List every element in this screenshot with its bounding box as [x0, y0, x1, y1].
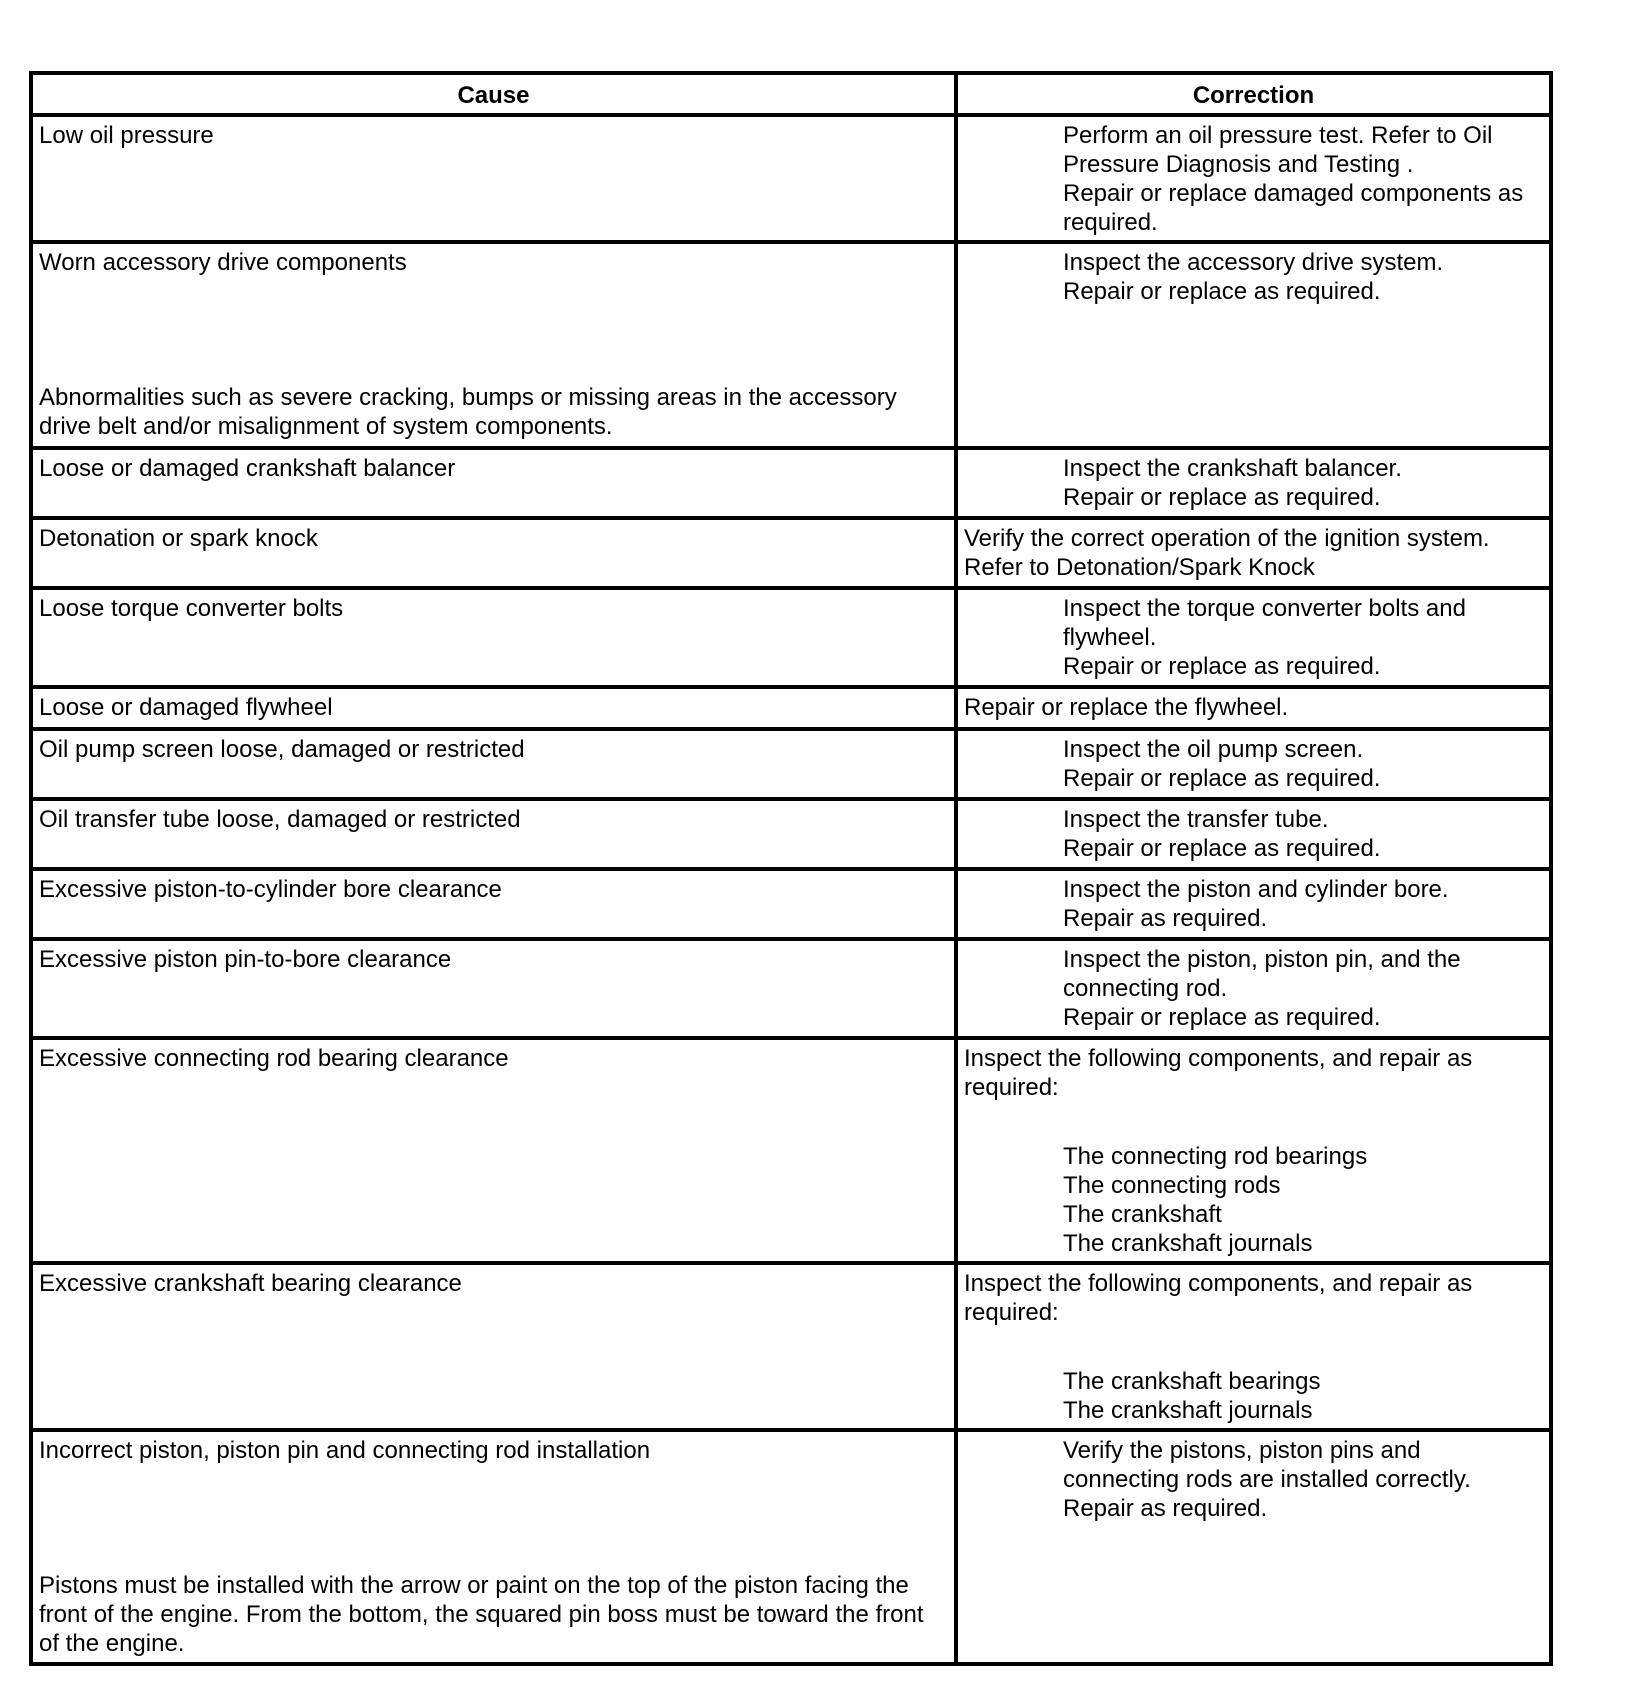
- cause-cell: Loose or damaged crankshaft balancer: [31, 448, 956, 518]
- table-row: [31, 448, 1551, 518]
- list-item: The crankshaft journals: [1063, 1397, 1313, 1424]
- cause-cell: Worn accessory drive components Abnormalities such as severe cracking, bumps or missing areas in the accessory drive belt and/or misalignment of system components.: [31, 242, 956, 448]
- list-item: The connecting rods: [1063, 1172, 1281, 1199]
- list-item: The connecting rod bearings: [1063, 1143, 1368, 1170]
- diagnostic-table: [29, 71, 1553, 1666]
- table-row: [31, 1038, 1551, 1263]
- cause-cell: Low oil pressure: [31, 115, 956, 242]
- table-row: [31, 687, 1551, 729]
- correction-cell: Perform an oil pressure test. Refer to Oil Pressure Diagnosis and Testing . Repair or replace damaged components as required.: [956, 115, 1551, 242]
- table-row: [31, 729, 1551, 799]
- list-item: The crankshaft journals: [1063, 1230, 1313, 1257]
- cause-cell: Excessive piston pin-to-bore clearance: [31, 939, 956, 1038]
- header-row: [31, 73, 1551, 115]
- table-row: [31, 869, 1551, 939]
- correction-cell: Repair or replace the flywheel.: [956, 687, 1551, 729]
- cause-cell: Excessive piston-to-cylinder bore clearance: [31, 869, 956, 939]
- correction-cell: Inspect the piston, piston pin, and the connecting rod. Repair or replace as required.: [956, 939, 1551, 1038]
- correction-cell: Inspect the transfer tube. Repair or replace as required.: [956, 799, 1551, 869]
- cause-cell: Excessive connecting rod bearing clearance: [31, 1038, 956, 1263]
- correction-cell: Inspect the torque converter bolts and flywheel. Repair or replace as required.: [956, 588, 1551, 687]
- header-correction: Correction: [956, 73, 1551, 115]
- correction-cell: Inspect the accessory drive system. Repair or replace as required.: [956, 242, 1551, 448]
- correction-cell: Inspect the piston and cylinder bore. Repair as required.: [956, 869, 1551, 939]
- list-item: The crankshaft: [1063, 1201, 1222, 1228]
- cause-cell: Detonation or spark knock: [31, 518, 956, 588]
- cause-cell: Incorrect piston, piston pin and connecting rod installation Pistons must be installed with the arrow or paint on the top of the piston facing the front of the engine. From the bottom, the squared pin boss must be toward the front of the engine.: [31, 1430, 956, 1664]
- table-row: [31, 242, 1551, 448]
- table-row: [31, 588, 1551, 687]
- correction-cell: Inspect the oil pump screen. Repair or replace as required.: [956, 729, 1551, 799]
- table-row: [31, 518, 1551, 588]
- cause-cell: Oil transfer tube loose, damaged or restricted: [31, 799, 956, 869]
- cause-cell: Loose torque converter bolts: [31, 588, 956, 687]
- table-row: [31, 1430, 1551, 1664]
- cause-cell: Oil pump screen loose, damaged or restricted: [31, 729, 956, 799]
- table-row: [31, 115, 1551, 242]
- correction-cell: Verify the correct operation of the ignition system. Refer to Detonation/Spark Knock: [956, 518, 1551, 588]
- correction-cell: Inspect the following components, and repair as required: The crankshaft bearings The crankshaft journals: [956, 1263, 1551, 1430]
- header-cause: Cause: [31, 73, 956, 115]
- correction-cell: Inspect the crankshaft balancer. Repair or replace as required.: [956, 448, 1551, 518]
- correction-cell: Inspect the following components, and repair as required: The connecting rod bearings The connecting rods The crankshaft The crankshaft journals: [956, 1038, 1551, 1263]
- table-row: [31, 1263, 1551, 1430]
- cause-cell: Excessive crankshaft bearing clearance: [31, 1263, 956, 1430]
- table-row: [31, 939, 1551, 1038]
- list-item: The crankshaft bearings: [1063, 1368, 1321, 1395]
- correction-cell: Verify the pistons, piston pins and connecting rods are installed correctly. Repair as required.: [956, 1430, 1551, 1664]
- table-row: [31, 799, 1551, 869]
- cause-cell: Loose or damaged flywheel: [31, 687, 956, 729]
